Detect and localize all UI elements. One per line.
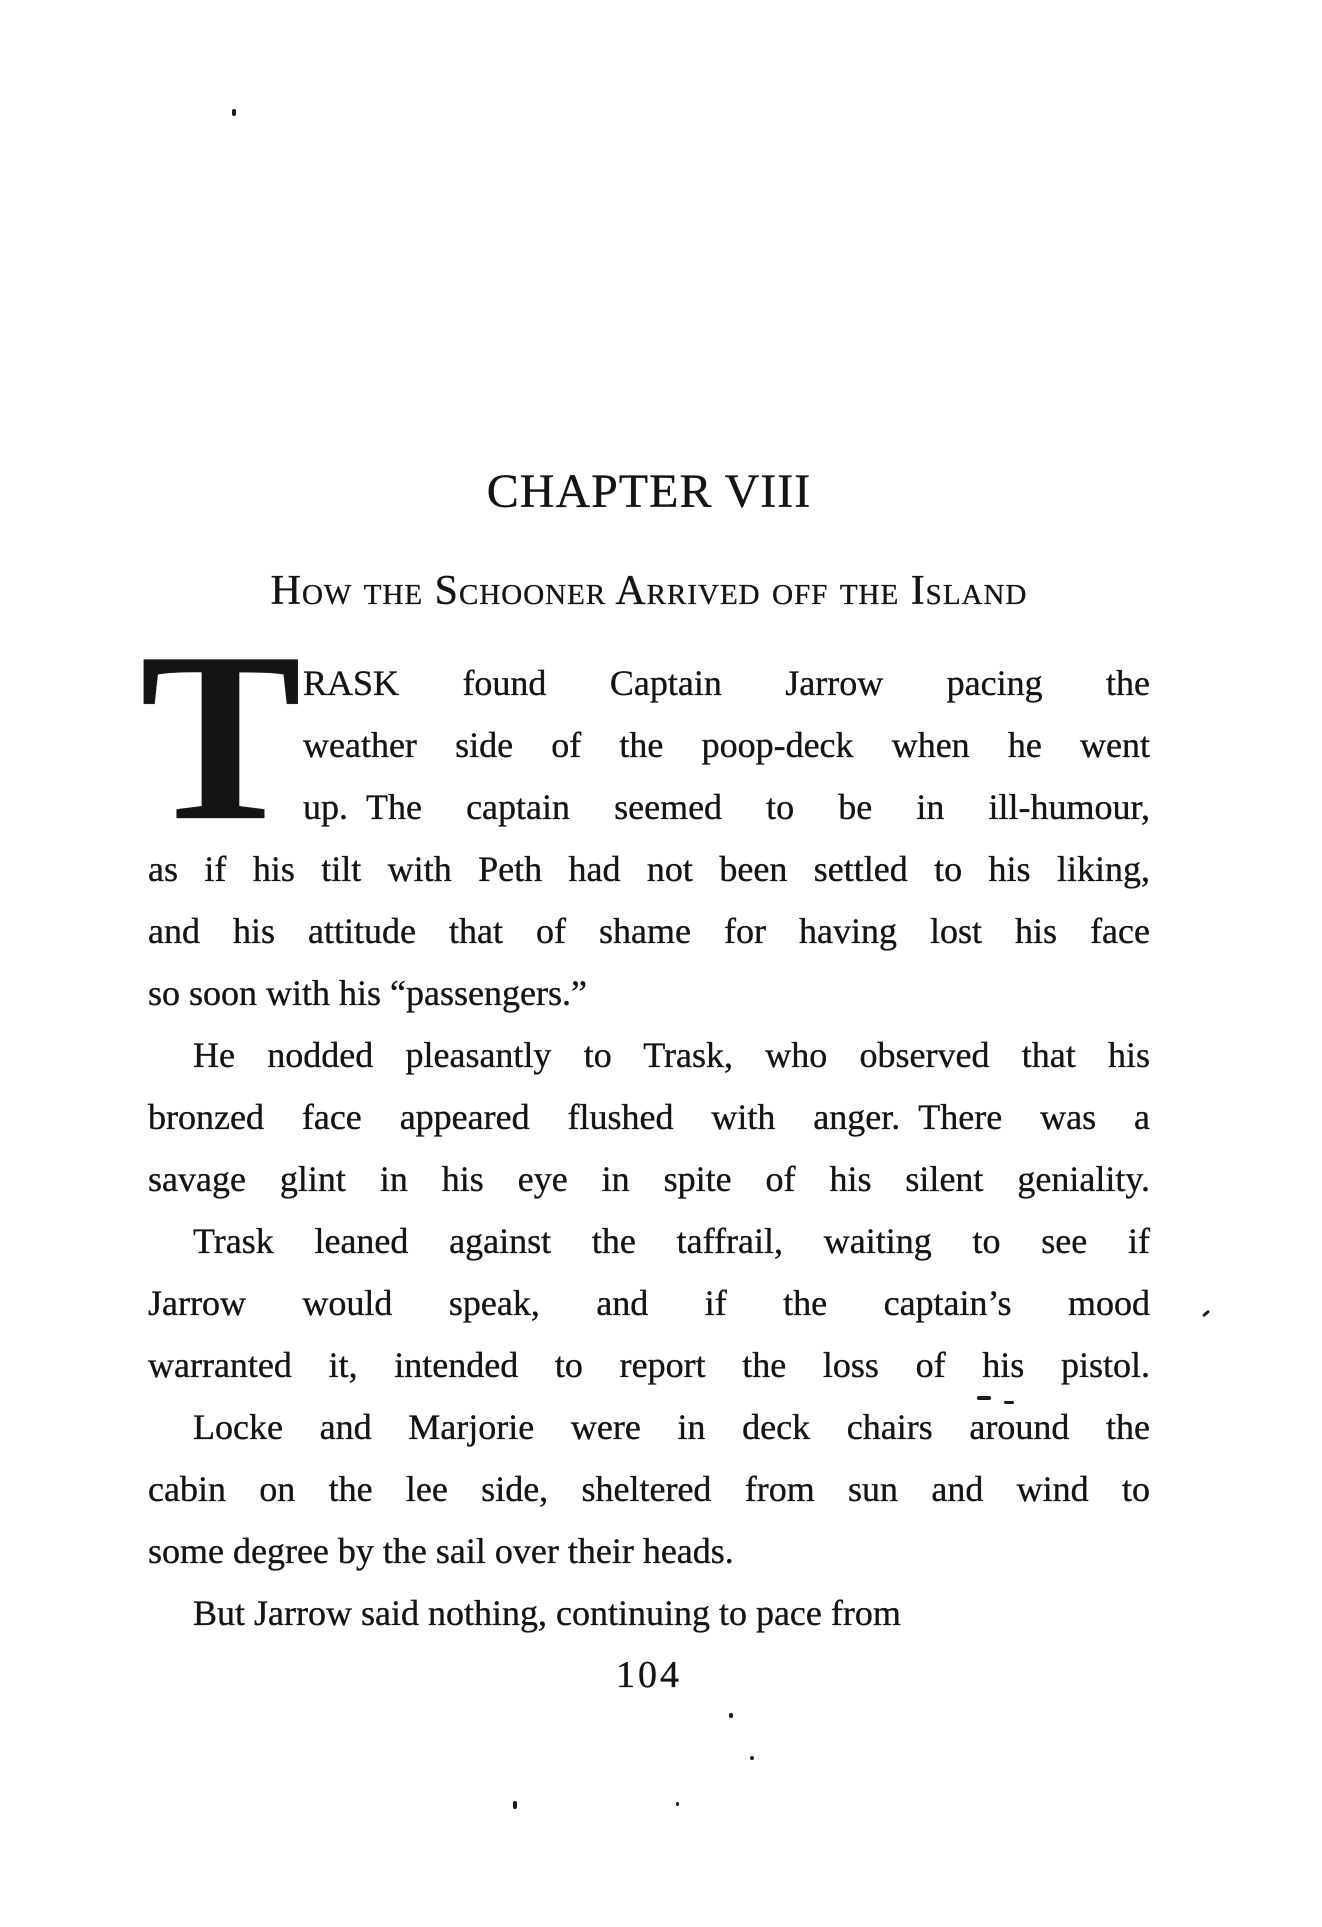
drop-cap: T [140,603,302,871]
text-line: some degree by the sail over their heads. [148,1531,734,1571]
body-text [140,603,1150,1644]
scan-speck [750,1756,754,1760]
text-line: RASK found Captain Jarrow pacing the [303,663,1150,703]
chapter-subtitle: How the Schooner Arrived off the Island [270,568,1028,614]
chapter-heading: CHAPTER VIII [486,465,812,518]
scan-speck [729,1713,733,1718]
text-line: bronzed face appeared flushed with anger. There was a [148,1097,1150,1137]
text-line: up. The captain seemed to be in ill-humour, [303,787,1150,827]
text-line: He nodded pleasantly to Trask, who observed that his [193,1035,1150,1075]
scan-speck [1202,1310,1210,1317]
scan-speck [1004,1401,1014,1404]
text-line: Trask leaned against the taffrail, waiting to see if [193,1221,1150,1261]
text-line: cabin on the lee side, sheltered from sun and wind to [148,1469,1150,1509]
text-line: warranted it, intended to report the loss of his pistol. [148,1345,1150,1385]
text-line: so soon with his “passengers.” [148,973,587,1013]
text-line: savage glint in his eye in spite of his silent geniality. [148,1159,1150,1199]
scan-speck [232,109,236,116]
scan-speck [676,1802,679,1806]
text-line: But Jarrow said nothing, continuing to pace from [193,1593,901,1633]
text-line: weather side of the poop-deck when he went [303,725,1150,765]
text-line: as if his tilt with Peth had not been settled to his liking, [148,849,1150,889]
scan-speck [977,1396,991,1400]
text-line: Locke and Marjorie were in deck chairs around the [193,1407,1150,1447]
page-number: 104 [616,1654,682,1696]
scan-speck [513,1801,517,1809]
text-line: Jarrow would speak, and if the captain’s mood [148,1283,1150,1323]
text-line: and his attitude that of shame for having lost his face [148,911,1150,951]
